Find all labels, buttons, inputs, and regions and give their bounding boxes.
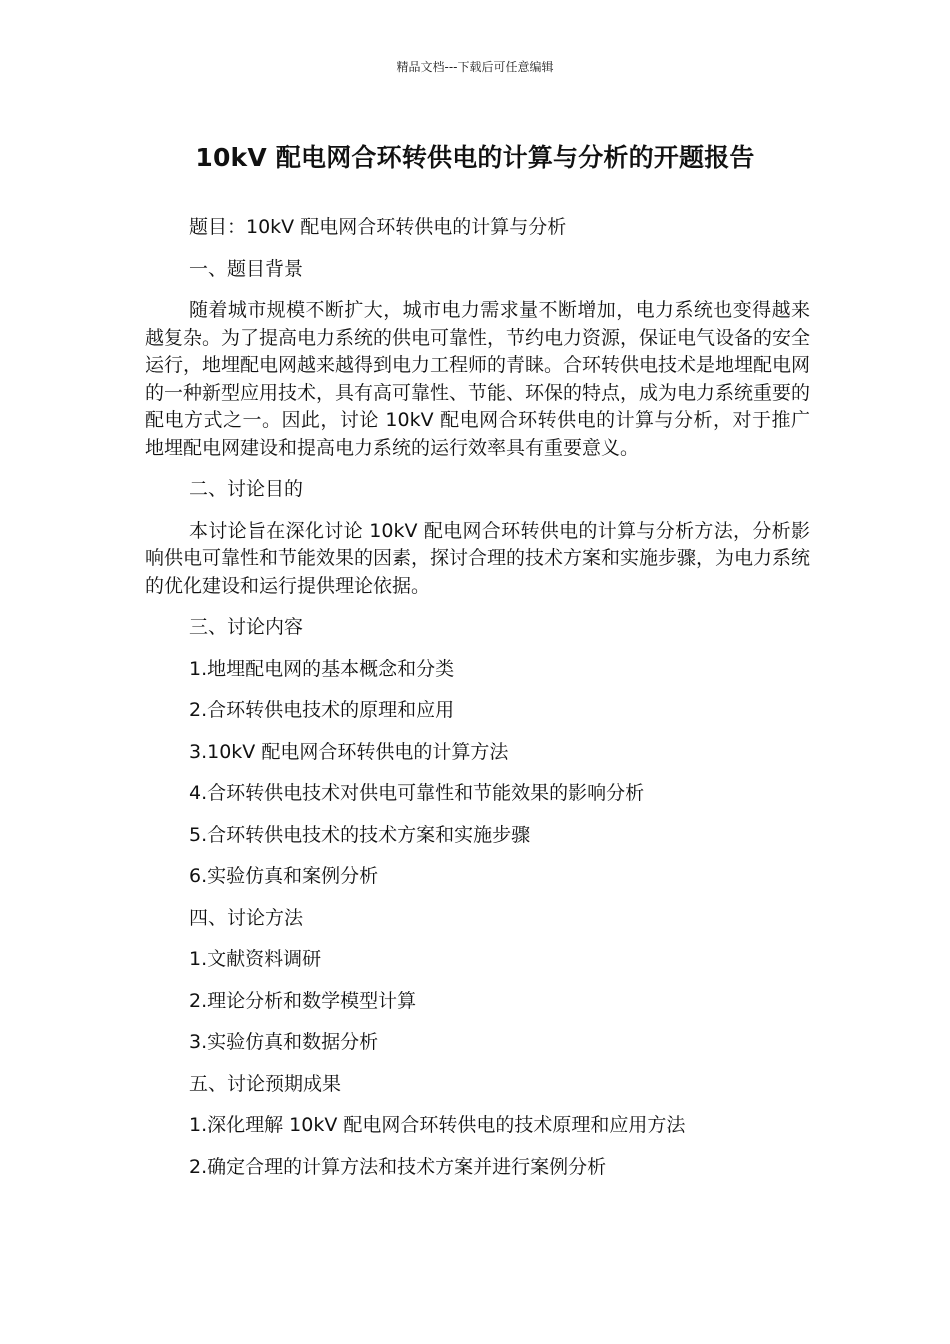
list-item: 1.文献资料调研 (189, 948, 322, 970)
document-body (145, 214, 810, 1195)
section-heading-methods: 四、讨论方法 (189, 906, 304, 929)
list-item: 2.理论分析和数学模型计算 (189, 989, 417, 1012)
section-heading-purpose: 二、讨论目的 (189, 478, 304, 500)
section-heading-content: 三、讨论内容 (189, 616, 304, 638)
list-item: 1.深化理解 10kV 配电网合环转供电的技术原理和应用方法 (189, 1114, 686, 1136)
list-item: 3.实验仿真和数据分析 (189, 1031, 379, 1053)
list-item: 6.实验仿真和案例分析 (189, 865, 379, 887)
header-note: 精品文档---下载后可任意编辑 (396, 60, 554, 74)
section-text-background: 随着城市规模不断扩大，城市电力需求量不断增加，电力系统也变得越来越复杂。为了提高电力系统的供电可靠性，节约电力资源，保证电气设备的安全运行，地埋配电网越来越得到电力工程师的青睐。合环转供电技术是地埋配电网的一种新型应用技术，具有高可靠性、节能、环保的特点，成为电力系统重要的配电方式之一。因此，讨论 10kV 配电网合环转供电的计算与分析，对于推广地埋配电网建设和提高电力系统的运行效率具有重要意义。 (145, 299, 811, 459)
document-title: 10kV 配电网合环转供电的计算与分析的开题报告 (195, 143, 755, 172)
list-item: 3.10kV 配电网合环转供电的计算方法 (189, 740, 509, 763)
section-heading-background: 一、题目背景 (189, 257, 304, 280)
list-item: 2.确定合理的计算方法和技术方案并进行案例分析 (189, 1155, 607, 1178)
list-item: 4.合环转供电技术对供电可靠性和节能效果的影响分析 (189, 782, 645, 804)
topic-line: 题目：10kV 配电网合环转供电的计算与分析 (189, 216, 567, 238)
section-heading-results: 五、讨论预期成果 (189, 1072, 342, 1095)
section-text-purpose: 本讨论旨在深化讨论 10kV 配电网合环转供电的计算与分析方法，分析影响供电可靠性和节能效果的因素，探讨合理的技术方案和实施步骤，为电力系统的优化建设和运行提供理论依据。 (145, 519, 811, 597)
list-item: 5.合环转供电技术的技术方案和实施步骤 (189, 823, 531, 846)
list-item: 2.合环转供电技术的原理和应用 (189, 699, 455, 721)
list-item: 1.地埋配电网的基本概念和分类 (189, 657, 455, 680)
